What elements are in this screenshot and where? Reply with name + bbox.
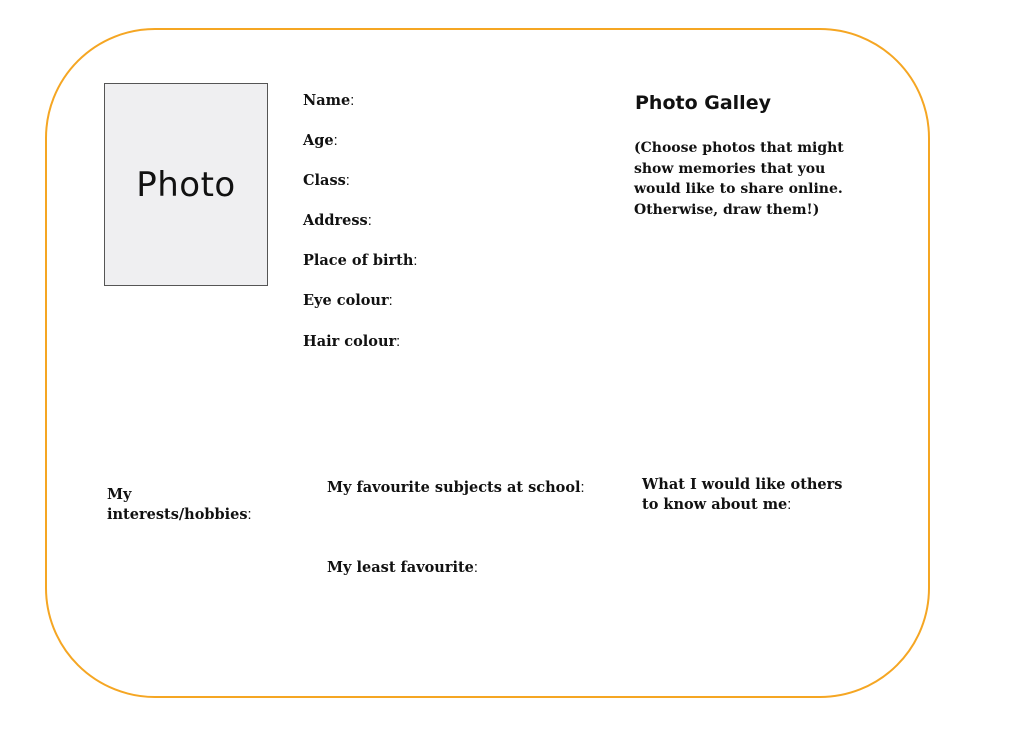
field-name-label: Name [303, 92, 351, 109]
field-name [303, 92, 354, 109]
gallery-instructions: (Choose photos that might show memories that you would like to share online. Otherwise, draw them!) [634, 140, 844, 218]
field-class [303, 172, 350, 189]
others-know-heading [642, 475, 842, 515]
field-eye-colour-label: Eye colour [303, 292, 389, 309]
field-place-of-birth-label: Place of birth [303, 252, 414, 269]
photo-label: Photo [136, 164, 236, 205]
favourite-subjects-label: My favourite subjects at school [327, 479, 581, 496]
interests-heading-line1: My [107, 486, 132, 503]
interests-heading [107, 485, 252, 525]
field-address [303, 212, 372, 229]
field-class-colon: : [345, 173, 350, 189]
interests-heading-line2: interests/hobbies [107, 506, 248, 523]
favourite-subjects-heading [327, 478, 585, 498]
field-address-colon: : [367, 213, 372, 229]
field-age [303, 132, 338, 149]
others-know-line1: What I would like others [642, 476, 843, 493]
others-know-line2: to know about me [642, 496, 788, 513]
field-eye-colour-colon: : [388, 293, 393, 309]
gallery-title: Photo Galley [635, 92, 771, 114]
field-hair-colour-label: Hair colour [303, 333, 397, 350]
interests-colon: : [247, 507, 252, 523]
favourite-subjects-colon: : [580, 480, 585, 496]
field-age-colon: : [333, 133, 338, 149]
field-hair-colour [303, 333, 400, 350]
field-place-of-birth-colon: : [413, 253, 418, 269]
field-address-label: Address [303, 212, 368, 229]
least-favourite-heading [327, 558, 478, 578]
least-favourite-colon: : [473, 560, 478, 576]
photo-placeholder [104, 83, 268, 286]
field-class-label: Class [303, 172, 346, 189]
field-place-of-birth [303, 252, 417, 269]
field-hair-colour-colon: : [396, 334, 401, 350]
others-know-colon: : [787, 497, 792, 513]
field-name-colon: : [350, 93, 355, 109]
field-eye-colour [303, 292, 393, 309]
field-age-label: Age [303, 132, 334, 149]
least-favourite-label: My least favourite [327, 559, 474, 576]
